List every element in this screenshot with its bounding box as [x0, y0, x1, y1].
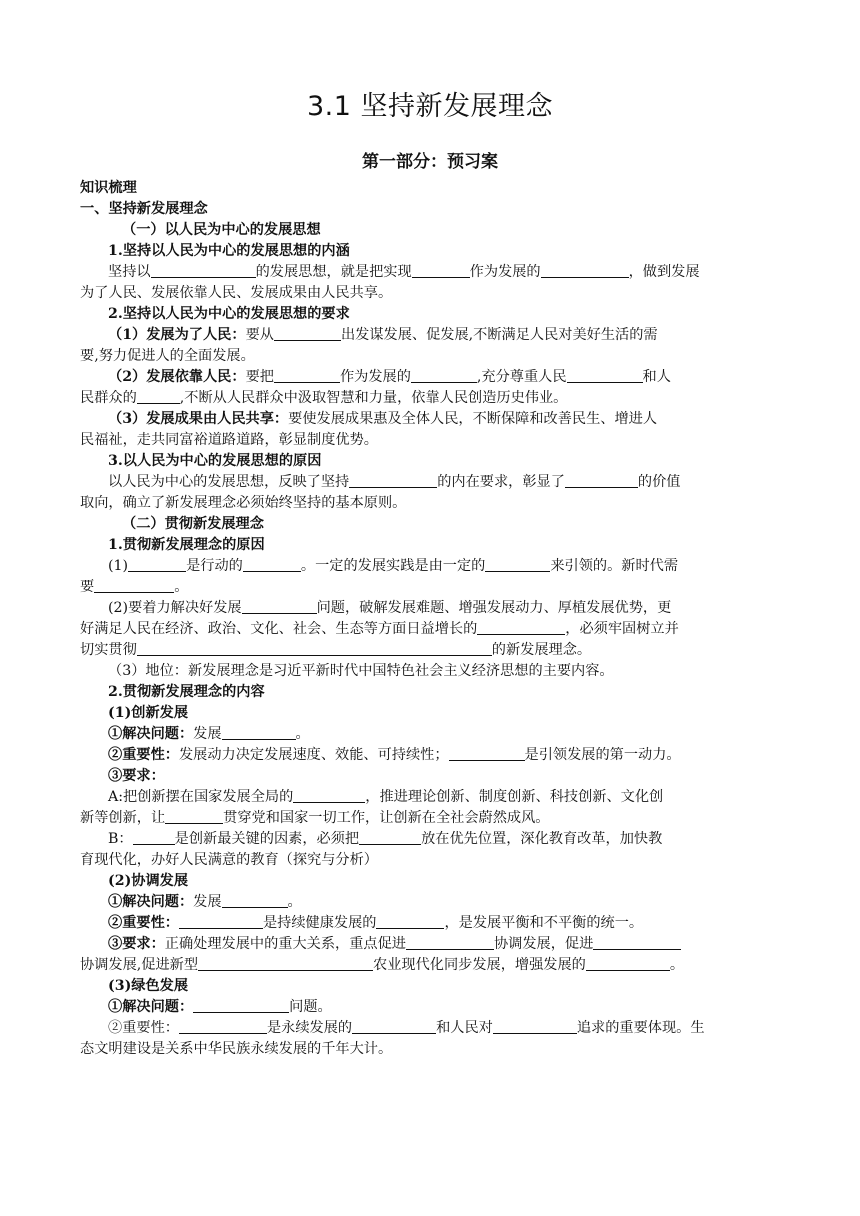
fill-blank[interactable] — [493, 1018, 577, 1034]
text-line: ③要求：正确处理发展中的重大关系，重点促进 协调发展，促进 — [80, 934, 783, 955]
fill-blank[interactable] — [198, 955, 373, 971]
fill-blank[interactable] — [541, 262, 629, 278]
text-line: 新等创新，让 贯穿党和国家一切工作，让创新在全社会蔚然成风。 — [80, 810, 550, 826]
text-line: 取向，确立了新发展理念必须始终坚持的基本原则。 — [80, 495, 407, 511]
subsection-heading: （一）以人民为中心的发展思想 — [122, 222, 321, 238]
text-line: （2）发展依靠人民：要把 作为发展的 ,充分尊重人民 和人 — [108, 369, 671, 385]
text-line: 以人民为中心的发展思想，反映了坚持 的内在要求，彰显了 的价值 — [108, 474, 681, 490]
text-line: （3）发展成果由人民共享：要使发展成果惠及全体人民，不断保障和改善民生、增进人 — [108, 411, 658, 427]
fill-blank[interactable] — [411, 367, 477, 383]
fill-blank[interactable] — [406, 934, 494, 950]
page-subtitle: 第一部分：预习案 — [362, 152, 498, 172]
text-line: ②重要性： 是持续健康发展的 ，是发展平衡和不平衡的统一。 — [108, 915, 644, 931]
fill-blank[interactable] — [412, 262, 470, 278]
point-heading: 2.贯彻新发展理念的内容 — [108, 684, 265, 700]
fill-blank[interactable] — [151, 262, 256, 278]
text-line: ①解决问题：发展 。 — [108, 726, 310, 742]
text-line: (2)要着力解决好发展 问题，破解发展难题、增强发展动力、厚植发展优势，更 — [108, 600, 672, 616]
section-label: 知识梳理 — [80, 180, 137, 196]
fill-blank[interactable] — [222, 724, 296, 740]
text-line: 要 。 — [80, 579, 189, 595]
text-line: 民福祉，走共同富裕道路道路，彰显制度优势。 — [80, 432, 378, 448]
text-line: 切实贯彻 的新发展理念。 — [80, 642, 592, 658]
text-line: 好满足人民在经济、政治、文化、社会、生态等方面日益增长的 ，必须牢固树立并 — [80, 621, 679, 637]
item-heading: (3)绿色发展 — [108, 978, 189, 994]
fill-blank[interactable] — [274, 325, 341, 341]
text-line: A:把创新摆在国家发展全局的 ，推进理论创新、制度创新、科技创新、文化创 — [108, 789, 664, 805]
text-line: 育现代化，办好人民满意的教育（探究与分析） — [80, 852, 378, 868]
fill-blank[interactable] — [376, 913, 444, 929]
point-heading: 2.坚持以人民为中心的发展思想的要求 — [108, 306, 350, 322]
fill-blank[interactable] — [593, 934, 681, 950]
text-line: （3）地位：新发展理念是习近平新时代中国特色社会主义经济思想的主要内容。 — [108, 663, 614, 679]
fill-blank[interactable] — [586, 955, 670, 971]
text-line: ②重要性： 是永续发展的 和人民对 追求的重要体现。生 — [108, 1020, 705, 1036]
point-heading: 3.以人民为中心的发展思想的原因 — [108, 453, 322, 469]
text-line: 为了人民、发展依靠人民、发展成果由人民共享。 — [80, 285, 393, 301]
fill-blank[interactable] — [477, 619, 565, 635]
fill-blank[interactable] — [565, 472, 638, 488]
item-heading: (1)创新发展 — [108, 705, 189, 721]
fill-blank[interactable] — [165, 808, 223, 824]
fill-blank[interactable] — [449, 745, 525, 761]
text-line: B： 是创新最关键的因素，必须把 放在优先位置，深化教育改革，加快教 — [108, 831, 663, 847]
section-heading: 一、坚持新发展理念 — [80, 201, 208, 217]
fill-blank[interactable] — [242, 598, 317, 614]
fill-blank[interactable] — [128, 556, 186, 572]
text-line: ②重要性：发展动力决定发展速度、效能、可持续性； 是引领发展的第一动力。 — [108, 747, 681, 763]
text-line: (1) 是行动的 。一定的发展实践是由一定的 来引领的。新时代需 — [108, 558, 679, 574]
text-line: ①解决问题：发展 。 — [108, 894, 302, 910]
subsection-heading: （二）贯彻新发展理念 — [122, 516, 264, 532]
fill-blank[interactable] — [137, 640, 492, 656]
fill-blank[interactable] — [274, 367, 340, 383]
fill-blank[interactable] — [349, 472, 437, 488]
point-heading: 1.坚持以人民为中心的发展思想的内涵 — [108, 243, 350, 259]
item-heading: (2)协调发展 — [108, 873, 189, 889]
fill-blank[interactable] — [359, 829, 421, 845]
fill-blank[interactable] — [179, 1018, 267, 1034]
fill-blank[interactable] — [193, 997, 289, 1013]
document-body — [80, 178, 783, 1060]
point-heading: 1.贯彻新发展理念的原因 — [108, 537, 265, 553]
fill-blank[interactable] — [222, 892, 288, 908]
text-line: ①解决问题： 问题。 — [108, 999, 332, 1015]
fill-blank[interactable] — [352, 1018, 436, 1034]
fill-blank[interactable] — [485, 556, 550, 572]
text-line: 态文明建设是关系中华民族永续发展的千年大计。 — [80, 1041, 393, 1057]
text-line: （1）发展为了人民：要从 出发谋发展、促发展,不断满足人民对美好生活的需 — [108, 327, 658, 343]
fill-blank[interactable] — [179, 913, 263, 929]
fill-blank[interactable] — [133, 829, 175, 845]
text-line: 民群众的 ,不断从人民群众中汲取智慧和力量，依靠人民创造历史伟业。 — [80, 390, 568, 406]
fill-blank[interactable] — [567, 367, 643, 383]
fill-blank[interactable] — [94, 577, 174, 593]
fill-blank[interactable] — [293, 787, 365, 803]
fill-blank[interactable] — [137, 388, 180, 404]
text-line: 坚持以 的发展思想，就是把实现 作为发展的 ，做到发展 — [108, 264, 700, 280]
text-line: 协调发展,促进新型 农业现代化同步发展，增强发展的 。 — [80, 957, 685, 973]
text-line: 要,努力促进人的全面发展。 — [80, 348, 255, 364]
item-heading: ③要求： — [108, 768, 165, 784]
page-title: 3.1 坚持新发展理念 — [306, 91, 554, 122]
fill-blank[interactable] — [243, 556, 301, 572]
